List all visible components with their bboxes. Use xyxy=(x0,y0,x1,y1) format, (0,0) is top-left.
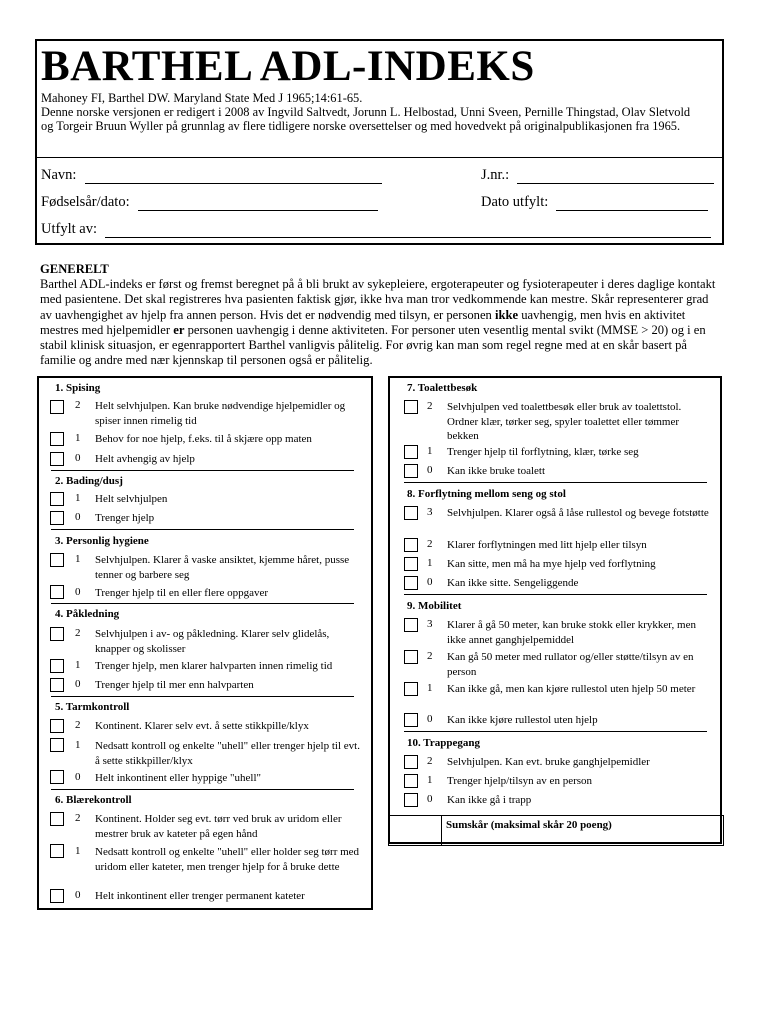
checkbox[interactable] xyxy=(404,774,418,788)
section-title-trappegang: 10. Trappegang xyxy=(407,737,480,749)
general-section xyxy=(40,262,720,368)
checkbox[interactable] xyxy=(50,770,64,784)
checkbox[interactable] xyxy=(50,889,64,903)
section-title-pakledning: 4. Påkledning xyxy=(55,608,120,620)
section-divider xyxy=(404,482,707,483)
item-text: Klarer forflytningen med litt hjelp eller tilsyn xyxy=(447,539,647,551)
item-text: Selvhjulpen. Klarer å vaske ansiktet, kjemme håret, pusse tenner og barbere seg xyxy=(95,554,350,581)
checkbox[interactable] xyxy=(50,719,64,733)
checkbox[interactable] xyxy=(50,553,64,567)
score-value: 0 xyxy=(427,713,433,725)
checkbox[interactable] xyxy=(404,557,418,571)
item-text: Helt inkontinent eller hyppige "uhell" xyxy=(95,772,261,784)
score-value: 2 xyxy=(75,627,81,639)
item-text: Helt selvhjulpen. Kan bruke nødvendige hjelpemidler og spiser innen rimelig tid xyxy=(95,400,346,427)
item-text: Kontinent. Klarer selv evt. å sette stikkpille/klyx xyxy=(95,720,309,732)
section-title-blaerekontroll: 6. Blærekontroll xyxy=(55,794,132,806)
score-value: 1 xyxy=(427,445,433,457)
item-text: Kan gå 50 meter med rullator og/eller støtte/tilsyn av en person xyxy=(447,651,694,678)
item-text: Trenger hjelp til mer enn halvparten xyxy=(95,679,254,691)
section-divider xyxy=(51,603,354,604)
item-text: Helt avhengig av hjelp xyxy=(95,453,195,465)
item-text: Trenger hjelp til forflytning, klær, tørke seg xyxy=(447,446,639,458)
checkbox[interactable] xyxy=(404,538,418,552)
item-text: Trenger hjelp/tilsyn av en person xyxy=(447,775,593,787)
item-text: Klarer å gå 50 meter, kan bruke stokk eller krykker, men ikke annet ganghjelpemiddel xyxy=(447,619,696,646)
item-text: Selvhjulpen. Kan evt. bruke ganghjelpemidler xyxy=(447,756,650,768)
fodsel-field[interactable] xyxy=(41,194,378,211)
score-value: 0 xyxy=(75,511,81,523)
score-value: 1 xyxy=(427,774,433,786)
score-value: 0 xyxy=(75,889,81,901)
item-text: Kan ikke bruke toalett xyxy=(447,465,546,477)
form-title: BARTHEL ADL-INDEKS xyxy=(41,43,535,90)
checkbox[interactable] xyxy=(50,452,64,466)
item-text: Trenger hjelp, men klarer halvparten innen rimelig tid xyxy=(95,660,333,672)
checkbox[interactable] xyxy=(50,738,64,752)
item-text: Kan ikke gå, men kan kjøre rullestol uten hjelp 50 meter xyxy=(447,683,696,695)
navn-label: Navn: xyxy=(41,167,77,183)
left-items-box xyxy=(37,376,373,910)
checkbox[interactable] xyxy=(404,506,418,520)
score-value: 2 xyxy=(427,400,433,412)
checkbox[interactable] xyxy=(50,678,64,692)
score-value: 3 xyxy=(427,506,433,518)
score-value: 0 xyxy=(427,576,433,588)
score-value: 1 xyxy=(75,845,81,857)
item-text: Kan ikke gå i trapp xyxy=(447,794,532,806)
sum-score-label-cell xyxy=(441,815,724,846)
item-text: Kan ikke kjøre rullestol uten hjelp xyxy=(447,714,598,726)
reference-line: Denne norske versjonen er redigert i 2008 av Ingvild Saltvedt, Jorunn L. Helbostad, Unni Sveen, Pernille Thingstad, Olav Sletvold xyxy=(41,105,691,119)
section-divider xyxy=(51,789,354,790)
score-value: 1 xyxy=(427,682,433,694)
score-value: 0 xyxy=(75,771,81,783)
checkbox[interactable] xyxy=(50,492,64,506)
checkbox[interactable] xyxy=(50,659,64,673)
section-title-mobilitet: 9. Mobilitet xyxy=(407,600,462,612)
item-text: Trenger hjelp til en eller flere oppgaver xyxy=(95,587,269,599)
header-divider xyxy=(37,157,722,158)
checkbox[interactable] xyxy=(50,627,64,641)
score-value: 2 xyxy=(427,755,433,767)
checkbox[interactable] xyxy=(50,511,64,525)
score-value: 0 xyxy=(427,464,433,476)
dato-field[interactable] xyxy=(481,194,708,211)
score-value: 1 xyxy=(75,432,81,444)
checkbox[interactable] xyxy=(50,812,64,826)
right-items-box xyxy=(388,376,722,844)
checkbox[interactable] xyxy=(404,576,418,590)
general-text: Barthel ADL-indeks er først og fremst beregnet på å bli brukt av sykepleiere, ergoterapeuter og fysioterapeuter i deres daglige kontakt med pasientene. Det skal registreres hva pasienten faktisk gjør, ikke hva man tror vedkommende kan mestre. Skår representerer grad av uavhengighet av hjelp fra annen person. Hvis det er nødvendig med tilsyn, er personen ikke uavhengig, men hvis en aktivitet mestres med hjelpemidler er personen uavhengig i denne aktiviteten. For personer uten vesentlig mental svikt (MMSE > 20) og i en stabil klinisk situasjon, er egenrapportert Barthel vanligvis pålitelig. For øvrig kan man som regel regne med at en skår basert på familie og andre med nær kjennskap til personen også er pålitelig. xyxy=(40,277,716,368)
score-value: 1 xyxy=(75,492,81,504)
section-title-hygiene: 3. Personlig hygiene xyxy=(55,535,149,547)
checkbox[interactable] xyxy=(50,585,64,599)
jnr-line[interactable] xyxy=(517,168,714,184)
item-text: Selvhjulpen i av- og påkledning. Klarer selv glidelås, knapper og skolisser xyxy=(95,628,330,655)
score-value: 2 xyxy=(75,399,81,411)
item-text: Behov for noe hjelp, f.eks. til å skjære opp maten xyxy=(95,433,312,445)
score-value: 2 xyxy=(75,812,81,824)
section-divider xyxy=(404,594,707,595)
score-value: 1 xyxy=(75,659,81,671)
checkbox[interactable] xyxy=(404,682,418,696)
checkbox[interactable] xyxy=(50,432,64,446)
checkbox[interactable] xyxy=(404,618,418,632)
section-divider xyxy=(51,529,354,530)
item-text: Selvhjulpen ved toalettbesøk eller bruk av toalettstol. Ordner klær, tørker seg, spyler toalettet eller tømmer bekken xyxy=(447,401,682,442)
utfylt-field[interactable] xyxy=(41,221,711,238)
checkbox[interactable] xyxy=(404,713,418,727)
section-title-bading: 2. Bading/dusj xyxy=(55,475,123,487)
checkbox[interactable] xyxy=(404,400,418,414)
checkbox[interactable] xyxy=(404,445,418,459)
dato-label: Dato utfylt: xyxy=(481,194,549,210)
general-heading: GENERELT xyxy=(40,262,109,276)
item-text: Trenger hjelp xyxy=(95,512,155,524)
utfylt-label: Utfylt av: xyxy=(41,221,97,237)
item-text: Kan ikke sitte. Sengeliggende xyxy=(447,577,579,589)
item-text: Selvhjulpen. Klarer også å låse rullestol og bevege fotstøtte xyxy=(447,507,709,519)
section-title-forflytning: 8. Forflytning mellom seng og stol xyxy=(407,488,566,500)
item-text: Helt selvhjulpen xyxy=(95,493,168,505)
section-divider xyxy=(404,731,707,732)
navn-field[interactable] xyxy=(41,167,382,184)
score-value: 1 xyxy=(75,739,81,751)
jnr-label: J.nr.: xyxy=(481,167,510,183)
checkbox[interactable] xyxy=(50,400,64,414)
section-divider xyxy=(51,470,354,471)
fodsel-label: Fødselsår/dato: xyxy=(41,194,130,210)
dato-line[interactable] xyxy=(556,195,708,211)
score-value: 0 xyxy=(427,793,433,805)
score-value: 1 xyxy=(75,553,81,565)
jnr-field[interactable] xyxy=(481,167,714,184)
section-title-spising: 1. Spising xyxy=(55,382,101,394)
checkbox[interactable] xyxy=(50,844,64,858)
section-title-toalettbesok: 7. Toalettbesøk xyxy=(407,382,478,394)
utfylt-line[interactable] xyxy=(105,222,711,238)
score-value: 0 xyxy=(75,586,81,598)
score-value: 2 xyxy=(427,538,433,550)
item-text: Kontinent. Holder seg evt. tørr ved bruk av uridom eller mestrer bruk av kateter på egen hånd xyxy=(95,813,342,840)
sum-score-label: Sumskår (maksimal skår 20 poeng) xyxy=(446,819,612,831)
reference-line: og Torgeir Bruun Wyller på grunnlag av flere tidligere norske oversettelser og med hovedvekt på originalpublikasjonen fra 1965. xyxy=(41,119,681,133)
score-value: 2 xyxy=(75,719,81,731)
score-value: 1 xyxy=(427,557,433,569)
references xyxy=(41,91,721,133)
fodsel-line[interactable] xyxy=(138,195,378,211)
checkbox[interactable] xyxy=(404,650,418,664)
score-value: 3 xyxy=(427,618,433,630)
reference-line: Mahoney FI, Barthel DW. Maryland State Med J 1965;14:61-65. xyxy=(41,91,363,105)
item-text: Nedsatt kontroll og enkelte "uhell" eller holder seg tørr med uridom eller kateter, men trenger hjelp for å bruke dette xyxy=(95,846,360,873)
header-box xyxy=(35,39,724,245)
navn-line[interactable] xyxy=(85,168,382,184)
checkbox[interactable] xyxy=(404,464,418,478)
checkbox[interactable] xyxy=(404,793,418,807)
section-divider xyxy=(51,696,354,697)
score-value: 0 xyxy=(75,678,81,690)
item-text: Nedsatt kontroll og enkelte "uhell" eller trenger hjelp til evt. å sette stikkpiller/klyx xyxy=(95,740,360,767)
score-value: 0 xyxy=(75,452,81,464)
checkbox[interactable] xyxy=(404,755,418,769)
score-value: 2 xyxy=(427,650,433,662)
sum-score-input[interactable] xyxy=(388,815,442,846)
item-text: Helt inkontinent eller trenger permanent kateter xyxy=(95,890,305,902)
section-title-tarmkontroll: 5. Tarmkontroll xyxy=(55,701,130,713)
item-text: Kan sitte, men må ha mye hjelp ved forflytning xyxy=(447,558,656,570)
